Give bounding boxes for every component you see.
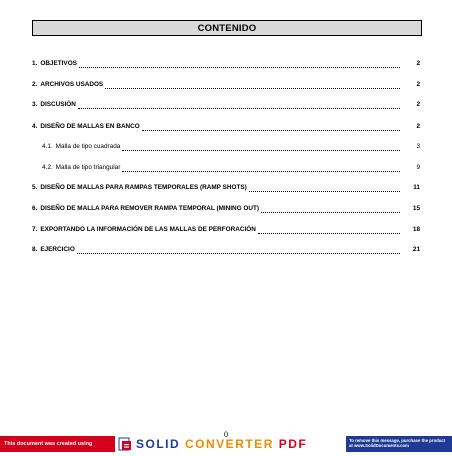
- dot-leader: [122, 150, 400, 151]
- toc-entry-number: 4.1.: [42, 143, 53, 150]
- toc-entry-number: 2.: [32, 81, 38, 88]
- toc-entry-number: 8.: [32, 246, 38, 253]
- toc-entry-number: 1.: [32, 60, 38, 67]
- toc-entry-4-1[interactable]: [32, 143, 420, 153]
- contents-heading-text: CONTENIDO: [197, 22, 257, 34]
- toc-entry-title: DISEÑO DE MALLAS EN BANCO: [40, 123, 140, 130]
- toc-entry-page: 2: [416, 60, 420, 67]
- toc-entry-page: 21: [412, 246, 420, 253]
- toc-entry-5[interactable]: [32, 184, 420, 194]
- toc-entry-page: 11: [413, 184, 420, 191]
- toc-entry-title: DISCUSIÓN: [40, 101, 76, 108]
- brand-solid: SOLID: [136, 437, 181, 451]
- toc-entry-number: 7.: [32, 226, 38, 233]
- brand-name: [136, 437, 307, 451]
- toc-entry-2[interactable]: [32, 81, 420, 91]
- brand-pdf: PDF: [278, 437, 308, 451]
- toc-entry-page: 18: [412, 226, 420, 233]
- page-number: 0: [224, 430, 228, 439]
- toc-entry-title: DISEÑO DE MALLAS PARA RAMPAS TEMPORALES (RAMP SHOTS): [40, 184, 247, 191]
- toc-entry-number: 4.2.: [42, 164, 53, 171]
- brand-converter: CONVERTER: [185, 437, 274, 451]
- toc-entry-title: EJERCICIO: [40, 246, 75, 253]
- toc-entry-title: DISEÑO DE MALLA PARA REMOVER RAMPA TEMPORAL (MINING OUT): [40, 205, 260, 212]
- converter-watermark-banner: [0, 436, 452, 452]
- dot-leader: [258, 233, 400, 234]
- toc-entry-number: 5.: [32, 184, 38, 191]
- contents-heading: [32, 20, 422, 36]
- toc-entry-7[interactable]: [32, 226, 420, 236]
- toc-entry-8[interactable]: [32, 246, 420, 256]
- toc-entry-4-2[interactable]: [32, 164, 420, 174]
- toc-entry-number: 3.: [32, 101, 38, 108]
- banner-purchase-link[interactable]: To remove this message, purchase the product at www.SolidDocuments.com: [346, 436, 452, 452]
- toc-entry-1[interactable]: [32, 60, 420, 70]
- toc-entry-page: 2: [416, 123, 420, 130]
- toc-entry-title: OBJETIVOS: [40, 60, 77, 67]
- dot-leader: [77, 253, 400, 254]
- toc-entry-page: 2: [416, 81, 420, 88]
- toc-entry-page: 3: [416, 143, 420, 150]
- solid-converter-logo-icon: [118, 437, 132, 451]
- toc-entry-title: ARCHIVOS USADOS: [40, 81, 104, 88]
- toc-entry-3[interactable]: [32, 101, 420, 111]
- dot-leader: [249, 191, 400, 192]
- toc-entry-number: 6.: [32, 205, 38, 212]
- dot-leader: [122, 171, 400, 172]
- dot-leader: [142, 130, 400, 131]
- toc-entry-page: 9: [416, 164, 420, 171]
- dot-leader: [261, 212, 400, 213]
- dot-leader: [105, 88, 400, 89]
- toc-entry-number: 4.: [32, 123, 38, 130]
- toc-entry-page: 2: [416, 101, 420, 108]
- toc-entry-title: EXPORTANDO LA INFORMACIÓN DE LAS MALLAS DE PERFORACIÓN: [40, 226, 256, 233]
- toc-entry-title: Malla de tipo triangular: [55, 164, 121, 171]
- dot-leader: [78, 108, 400, 109]
- dot-leader: [79, 67, 400, 68]
- toc-entry-4[interactable]: [32, 123, 420, 133]
- banner-created-using: This document was created using: [0, 436, 115, 452]
- toc-entry-title: Malla de tipo cuadrada: [55, 143, 121, 150]
- toc-entry-page: 15: [412, 205, 420, 212]
- toc-entry-6[interactable]: [32, 205, 420, 215]
